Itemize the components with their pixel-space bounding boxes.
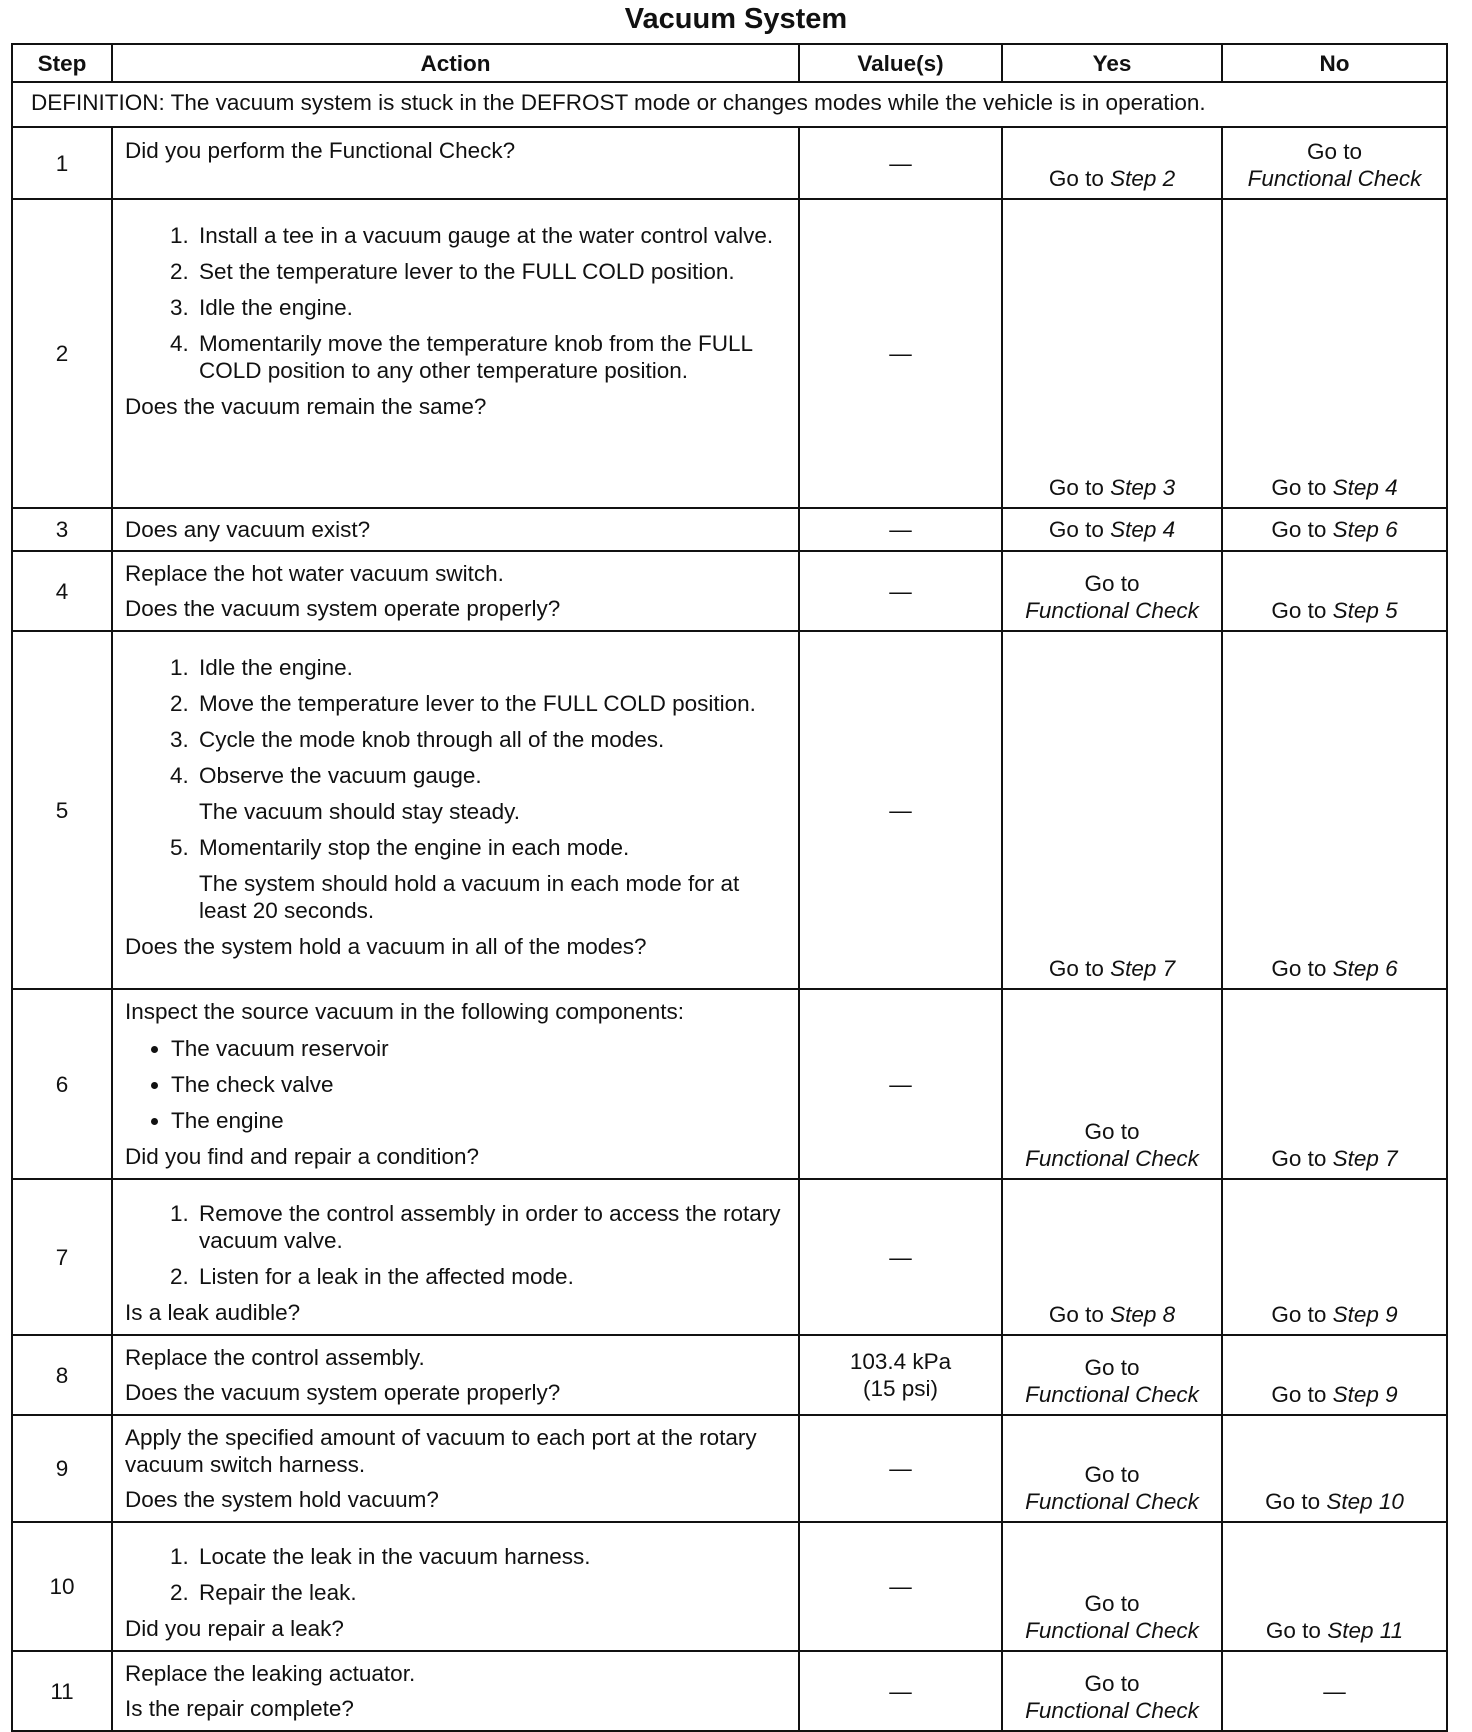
step-number: 11: [12, 1651, 112, 1731]
component-item: • The engine: [171, 1107, 788, 1134]
yes-target: Step 3: [1110, 475, 1176, 500]
no-target: Step 6: [1332, 517, 1398, 542]
go-to-label: Go to: [1048, 517, 1104, 542]
table-row: [12, 127, 1447, 199]
table-row: [12, 551, 1447, 631]
value-cell: —: [799, 989, 1002, 1179]
yes-target: Step 4: [1110, 517, 1176, 542]
action-question: Did you repair a leak?: [125, 1616, 344, 1641]
go-to-label: Go to: [1271, 475, 1327, 500]
no-cell: —: [1222, 1651, 1447, 1731]
action-cell: [112, 1522, 799, 1651]
step-number: 9: [12, 1415, 112, 1522]
go-to-label: Go to: [1084, 1591, 1140, 1616]
table-row: [12, 199, 1447, 508]
value-cell: —: [799, 1179, 1002, 1335]
action-step: 2. Set the temperature lever to the FULL COLD position.: [195, 258, 788, 285]
yes-cell: [1002, 508, 1222, 551]
yes-cell: [1002, 1415, 1222, 1522]
action-question: Does the vacuum remain the same?: [125, 394, 487, 419]
go-to-label: Go to: [1048, 475, 1104, 500]
no-cell: [1222, 1335, 1447, 1415]
header-values: Value(s): [799, 44, 1002, 82]
value-cell: —: [799, 199, 1002, 508]
action-step: 1. Idle the engine.: [195, 654, 788, 681]
yes-cell: [1002, 1179, 1222, 1335]
value-cell: —: [799, 551, 1002, 631]
action-step-text: Momentarily stop the engine in each mode.: [199, 835, 630, 860]
table-row: [12, 1522, 1447, 1651]
action-question: Is the repair complete?: [125, 1696, 354, 1721]
no-cell: [1222, 508, 1447, 551]
yes-cell: [1002, 551, 1222, 631]
step-number: 6: [12, 989, 112, 1179]
go-to-label: Go to: [1271, 1382, 1327, 1407]
header-no: No: [1222, 44, 1447, 82]
value-cell: —: [799, 508, 1002, 551]
yes-cell: [1002, 1651, 1222, 1731]
value-cell: —: [799, 1651, 1002, 1731]
action-question: Is a leak audible?: [125, 1300, 301, 1325]
no-target: Step 11: [1327, 1618, 1404, 1643]
step-number: 2: [12, 199, 112, 508]
yes-cell: [1002, 989, 1222, 1179]
yes-cell: [1002, 199, 1222, 508]
action-cell: [112, 1179, 799, 1335]
action-question: Does the system hold vacuum?: [125, 1487, 439, 1512]
action-question: Does the vacuum system operate properly?: [125, 1380, 561, 1405]
yes-target: Functional Check: [1025, 1382, 1199, 1407]
action-cell: [112, 127, 799, 199]
go-to-label: Go to: [1271, 1146, 1327, 1171]
no-target: Step 9: [1332, 1302, 1398, 1327]
go-to-label: Go to: [1084, 1355, 1140, 1380]
action-note: The system should hold a vacuum in each mode for at least 20 seconds.: [199, 871, 740, 923]
no-cell: [1222, 1415, 1447, 1522]
table-row: [12, 1415, 1447, 1522]
action-text: Replace the leaking actuator.: [125, 1661, 416, 1686]
value-cell: —: [799, 631, 1002, 989]
yes-cell: [1002, 1335, 1222, 1415]
table-row: [12, 989, 1447, 1179]
go-to-label: Go to: [1265, 1618, 1321, 1643]
yes-target: Functional Check: [1025, 1698, 1199, 1723]
no-cell: [1222, 1179, 1447, 1335]
component-item: • The vacuum reservoir: [171, 1035, 788, 1062]
go-to-label: Go to: [1048, 956, 1104, 981]
yes-target: Functional Check: [1025, 598, 1199, 623]
go-to-label: Go to: [1265, 1489, 1321, 1514]
action-cell: [112, 1335, 799, 1415]
action-note: The vacuum should stay steady.: [199, 799, 520, 824]
no-target: Step 10: [1326, 1489, 1404, 1514]
no-target: Step 5: [1332, 598, 1398, 623]
yes-cell: [1002, 1522, 1222, 1651]
action-step: 1. Remove the control assembly in order to access the rotary vacuum valve.: [195, 1200, 788, 1254]
yes-cell: [1002, 631, 1222, 989]
value-kpa: 103.4 kPa: [849, 1349, 952, 1374]
diagnostic-table: [11, 43, 1448, 1732]
step-number: 4: [12, 551, 112, 631]
table-row: [12, 1335, 1447, 1415]
go-to-label: Go to: [1084, 571, 1140, 596]
go-to-label: Go to: [1048, 1302, 1104, 1327]
action-question: Did you find and repair a condition?: [125, 1144, 479, 1169]
header-step: Step: [12, 44, 112, 82]
no-target: Step 7: [1332, 1146, 1398, 1171]
action-step: [195, 834, 788, 924]
action-cell: [112, 631, 799, 989]
no-cell: [1222, 199, 1447, 508]
step-number: 1: [12, 127, 112, 199]
no-cell: [1222, 127, 1447, 199]
value-cell: —: [799, 127, 1002, 199]
yes-target: Step 2: [1110, 166, 1176, 191]
action-cell: [112, 1651, 799, 1731]
no-cell: [1222, 631, 1447, 989]
definition-text: DEFINITION: The vacuum system is stuck in the DEFROST mode or changes modes while the vehicle is in operation.: [12, 82, 1447, 127]
action-cell: [112, 551, 799, 631]
table-row: [12, 631, 1447, 989]
go-to-label: Go to: [1084, 1671, 1140, 1696]
action-question: Does the vacuum system operate properly?: [125, 596, 561, 621]
page-title: Vacuum System: [624, 3, 848, 35]
action-text: Apply the specified amount of vacuum to each port at the rotary vacuum switch harness.: [125, 1425, 757, 1477]
no-cell: [1222, 989, 1447, 1179]
yes-target: Step 7: [1110, 956, 1176, 981]
header-yes: Yes: [1002, 44, 1222, 82]
action-text: Inspect the source vacuum in the following components:: [125, 999, 685, 1024]
action-step: 2. Move the temperature lever to the FULL COLD position.: [195, 690, 788, 717]
table-row: [12, 1179, 1447, 1335]
action-step: 2. Repair the leak.: [195, 1579, 788, 1606]
action-step-text: Observe the vacuum gauge.: [199, 763, 482, 788]
go-to-label: Go to: [1271, 1302, 1327, 1327]
yes-cell: [1002, 127, 1222, 199]
value-cell: —: [799, 1415, 1002, 1522]
step-number: 10: [12, 1522, 112, 1651]
table-row: [12, 1651, 1447, 1731]
value-psi: (15 psi): [862, 1376, 939, 1401]
component-item: • The check valve: [171, 1071, 788, 1098]
yes-target: Functional Check: [1025, 1618, 1199, 1643]
value-cell: —: [799, 1522, 1002, 1651]
step-number: 3: [12, 508, 112, 551]
no-target: Step 6: [1332, 956, 1398, 981]
action-cell: [112, 199, 799, 508]
action-step: [195, 762, 788, 825]
go-to-label: Go to: [1306, 139, 1363, 164]
action-step: 4. Momentarily move the temperature knob from the FULL COLD position to any other temperature position.: [195, 330, 788, 384]
go-to-label: Go to: [1271, 956, 1327, 981]
action-question: Does any vacuum exist?: [125, 517, 371, 542]
header-row: [12, 44, 1447, 82]
action-step: 1. Locate the leak in the vacuum harness.: [195, 1543, 788, 1570]
definition-row: [12, 82, 1447, 127]
no-target: Functional Check: [1247, 166, 1422, 191]
no-cell: [1222, 551, 1447, 631]
step-number: 5: [12, 631, 112, 989]
value-cell: [799, 1335, 1002, 1415]
no-cell: [1222, 1522, 1447, 1651]
step-number: 7: [12, 1179, 112, 1335]
action-step: 1. Install a tee in a vacuum gauge at the water control valve.: [195, 222, 788, 249]
go-to-label: Go to: [1271, 598, 1327, 623]
action-step: 2. Listen for a leak in the affected mode.: [195, 1263, 788, 1290]
go-to-label: Go to: [1084, 1119, 1140, 1144]
action-question: Did you perform the Functional Check?: [125, 138, 516, 163]
go-to-label: Go to: [1048, 166, 1104, 191]
no-target: Step 9: [1332, 1382, 1398, 1407]
action-step: 3. Idle the engine.: [195, 294, 788, 321]
go-to-label: Go to: [1271, 517, 1327, 542]
action-cell: [112, 508, 799, 551]
action-text: Replace the hot water vacuum switch.: [125, 561, 504, 586]
action-text: Replace the control assembly.: [125, 1345, 425, 1370]
go-to-label: Go to: [1084, 1462, 1140, 1487]
table-row: [12, 508, 1447, 551]
yes-target: Step 8: [1110, 1302, 1176, 1327]
yes-target: Functional Check: [1025, 1146, 1199, 1171]
yes-target: Functional Check: [1025, 1489, 1199, 1514]
action-cell: [112, 1415, 799, 1522]
action-step: 3. Cycle the mode knob through all of the modes.: [195, 726, 788, 753]
step-number: 8: [12, 1335, 112, 1415]
action-cell: [112, 989, 799, 1179]
header-action: Action: [112, 44, 799, 82]
no-target: Step 4: [1332, 475, 1398, 500]
action-question: Does the system hold a vacuum in all of the modes?: [125, 934, 647, 959]
